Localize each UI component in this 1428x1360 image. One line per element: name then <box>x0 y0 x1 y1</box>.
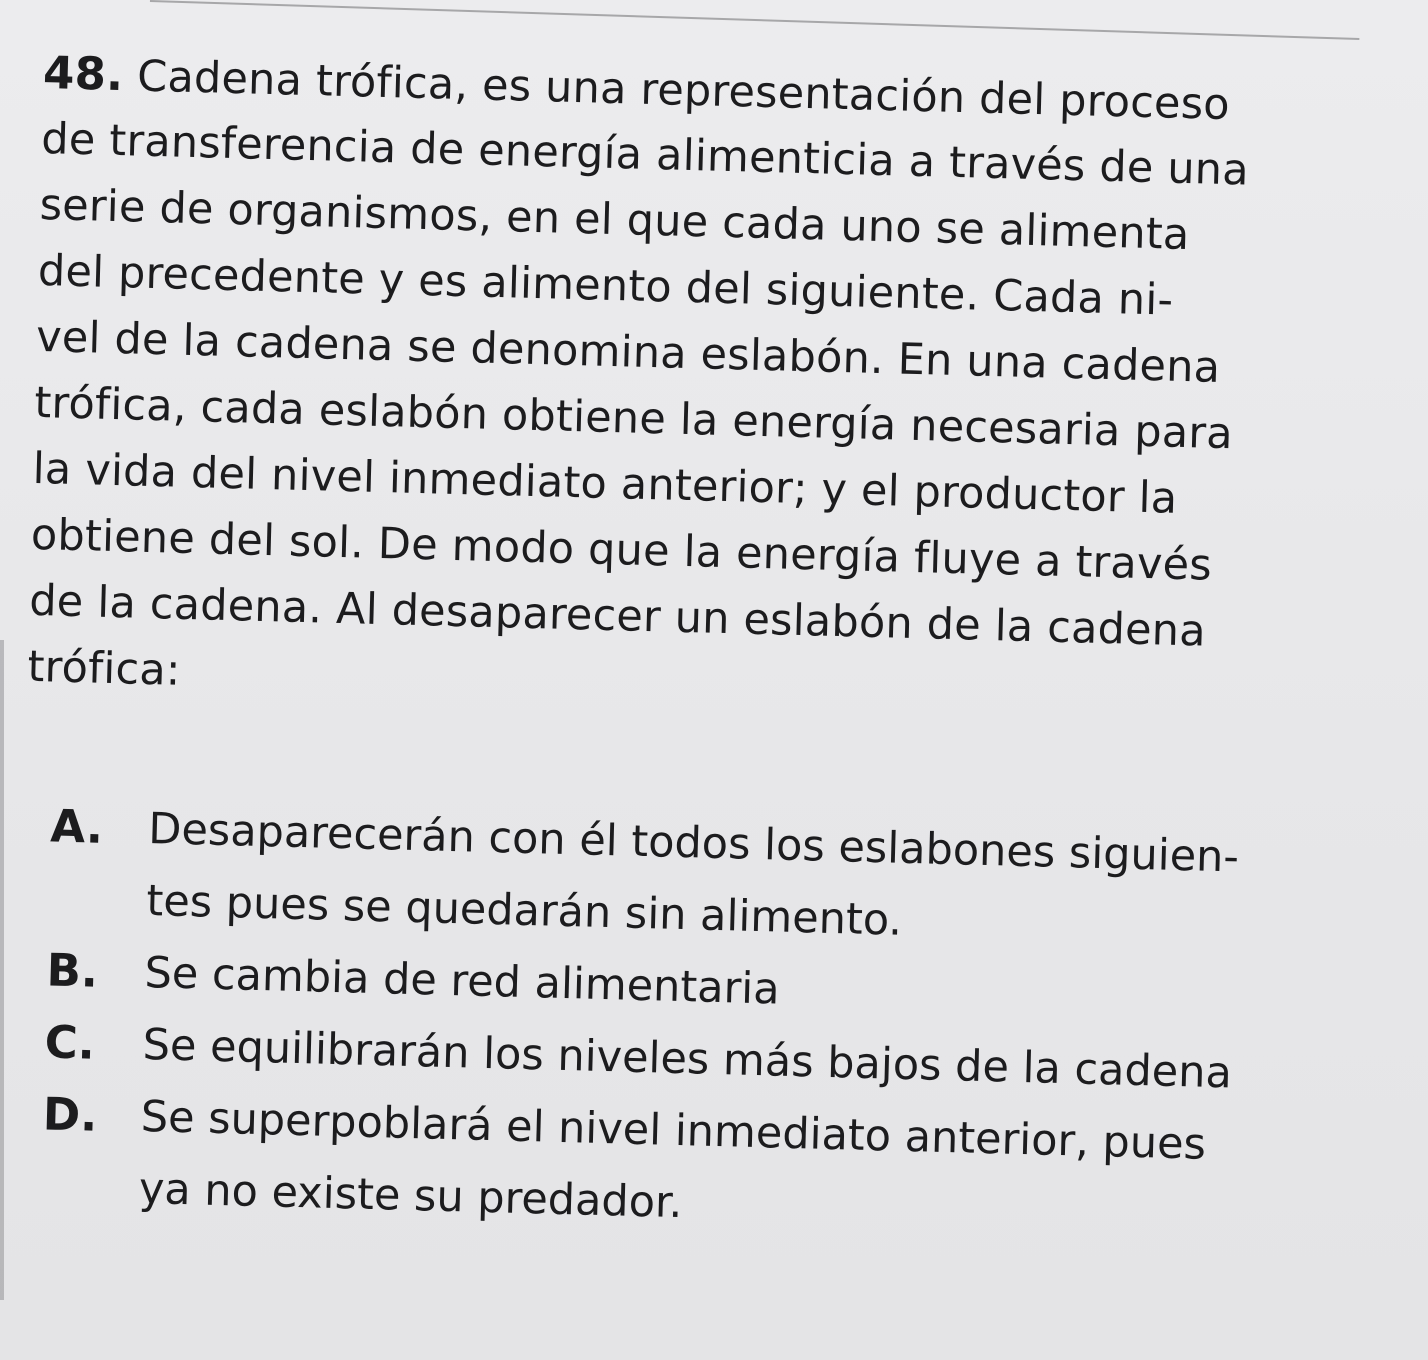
top-rule <box>150 0 1359 40</box>
stem-line: de transferencia de energía alimenticia a través de una <box>40 113 1250 196</box>
option-letter: C. <box>44 1015 96 1070</box>
option-letter: A. <box>49 799 104 854</box>
option-text: Se superpoblará el nivel inmediato anterior, pues <box>140 1091 1207 1170</box>
option-letter: D. <box>42 1087 99 1142</box>
stem-text: Cadena trófica, es una representación del proceso <box>136 51 1231 131</box>
question-number: 48. <box>42 45 125 102</box>
option-text: Se cambia de red alimentaria <box>143 947 781 1015</box>
question-48 <box>13 40 1363 1256</box>
stem-line: serie de organismos, en el que cada uno se alimenta <box>39 179 1191 261</box>
stem-line: obtiene del sol. De modo que la energía fluye a través <box>30 509 1213 591</box>
option-text: Desaparecerán con él todos los eslabones siguien- <box>147 804 1240 883</box>
option-text: tes pues se quedarán sin alimento. <box>145 875 903 946</box>
stem-line: trófica: <box>26 641 182 696</box>
option-letter: B. <box>45 943 99 998</box>
stem-line: del precedente y es alimento del siguiente. Cada ni- <box>37 245 1174 326</box>
stem-line: de la cadena. Al desaparecer un eslabón de la cadena <box>28 575 1207 657</box>
stem-line: vel de la cadena se denomina eslabón. En una cadena <box>35 311 1221 393</box>
page-edge-shadow <box>0 640 4 1300</box>
stem-line: trófica, cada eslabón obtiene la energía necesaria para <box>33 377 1234 460</box>
stem-line: la vida del nivel inmediato anterior; y el productor la <box>32 443 1178 524</box>
option-text: ya no existe su predador. <box>138 1163 684 1229</box>
answer-options <box>13 790 1344 1256</box>
question-stem <box>27 40 1364 734</box>
option-text: Se equilibrarán los niveles más bajos de la cadena <box>142 1019 1233 1099</box>
